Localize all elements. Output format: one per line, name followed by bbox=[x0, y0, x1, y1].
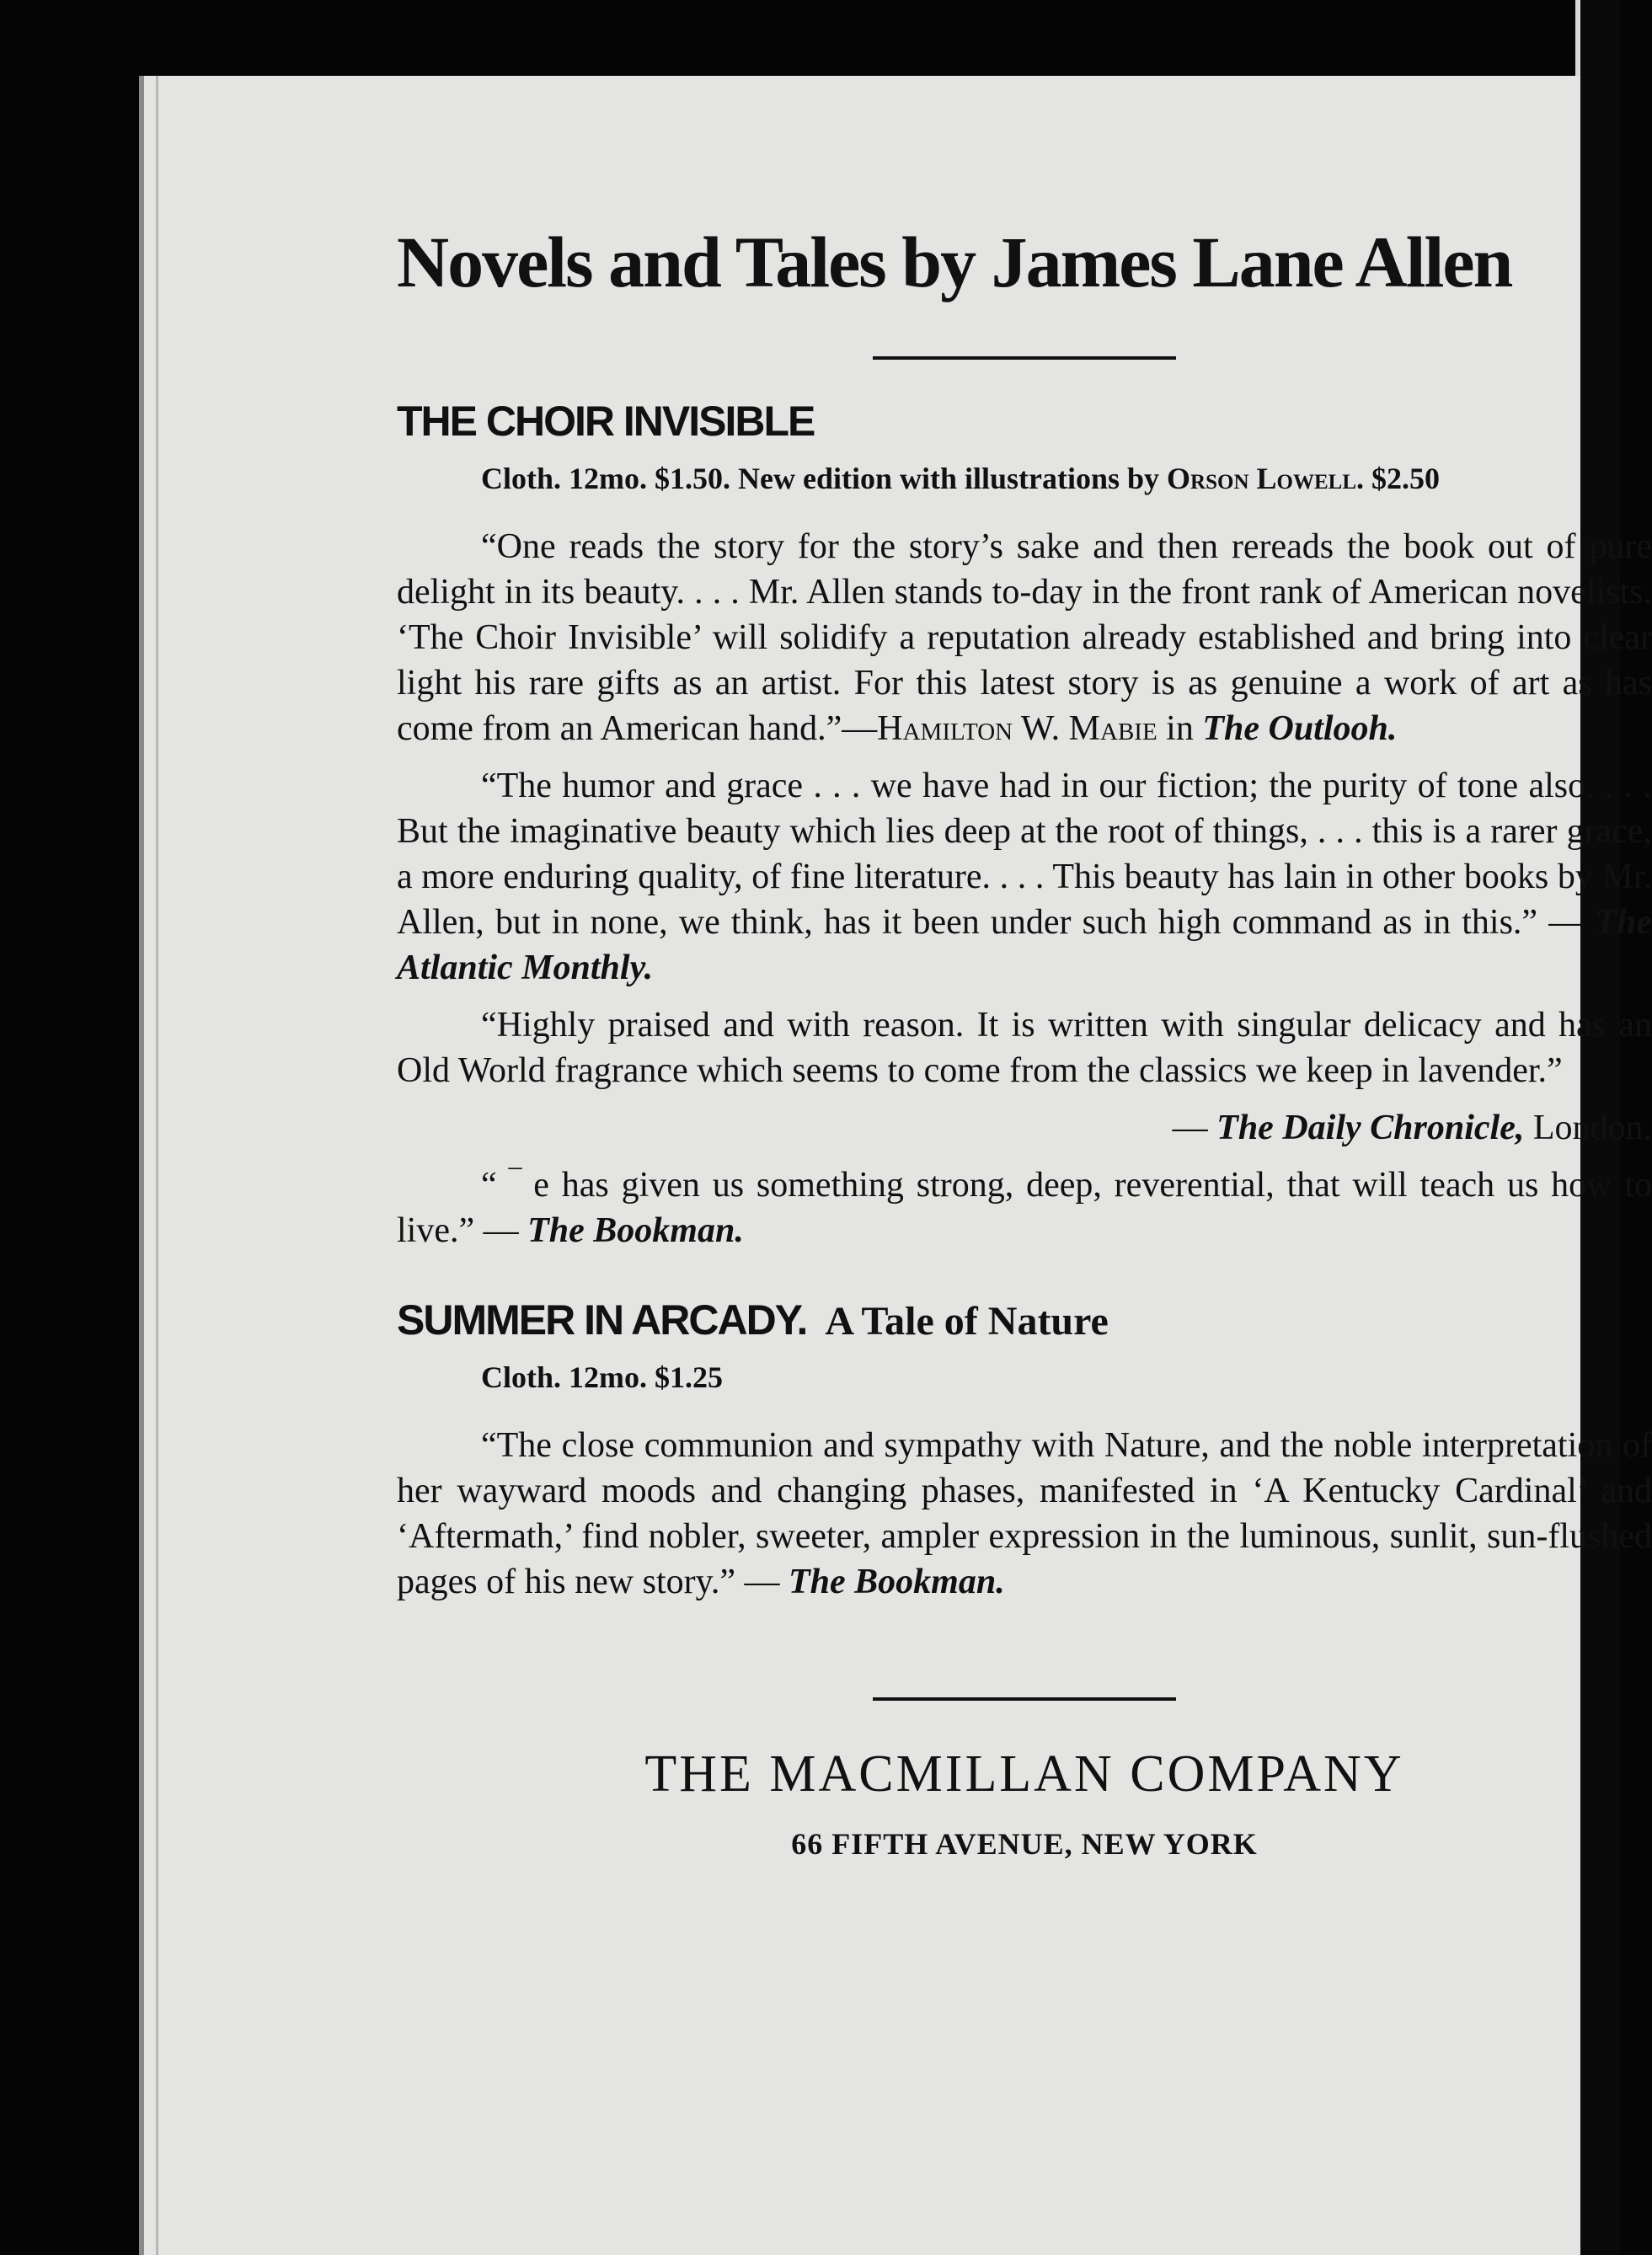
book-price-line bbox=[481, 459, 1652, 499]
illustrator-name: Orson Lowell. bbox=[1167, 462, 1364, 496]
review-quote bbox=[397, 763, 1652, 991]
book-entry-choir-invisible bbox=[397, 397, 1652, 1253]
book-title bbox=[397, 1296, 1652, 1344]
review-quote bbox=[397, 1002, 1652, 1093]
review-quote bbox=[397, 524, 1652, 751]
review-quote bbox=[397, 1162, 1652, 1253]
price-text: Cloth. 12mo. $1.50. New edition with illustrations by bbox=[481, 462, 1168, 496]
book-subtitle: A Tale of Nature bbox=[825, 1298, 1109, 1344]
book-page bbox=[139, 76, 1652, 2255]
publisher-address: 66 FIFTH AVENUE, NEW YORK bbox=[791, 1826, 1258, 1861]
quote-text: “The close communion and sympathy with Nature, and the noble interpretation of her wayward moods and changing phases, manifested in ‘A Kentucky Cardinal’ and ‘Aftermath,’ find nobler, sweeter, ampler expression in the luminous, sunlit, sun-flushed pages of his new story.” — bbox=[397, 1425, 1652, 1601]
book-entry-summer-in-arcady bbox=[397, 1296, 1652, 1605]
quote-joiner: in bbox=[1157, 708, 1203, 748]
quote-source: The Atlantic Monthly. bbox=[397, 902, 1652, 987]
attrib-suffix: London. bbox=[1524, 1108, 1652, 1147]
quote-source: The Outlooh. bbox=[1202, 708, 1398, 748]
quote-source: The Bookman. bbox=[527, 1210, 744, 1250]
heading-rule bbox=[873, 356, 1176, 360]
quote-source: The Bookman. bbox=[789, 1562, 1005, 1601]
quote-author: Hamilton W. Mabie bbox=[877, 708, 1157, 748]
page-heading: Novels and Tales by James Lane Allen bbox=[397, 222, 1512, 302]
quote-text: “Highly praised and with reason. It is written with singular delicacy and has an Old World fragrance which seems to come from the classics we keep in lavender.” bbox=[397, 1005, 1652, 1090]
book-title: THE CHOIR INVISIBLE bbox=[397, 398, 815, 446]
quote-text: “ ‾ e has given us something strong, deep, reverential, that will teach us how to live.” — bbox=[397, 1165, 1652, 1250]
quote-text: “One reads the story for the story’s sake and then rereads the book out of pure delight in its beauty. . . . Mr. Allen stands to-day in the front rank of American novelists. ‘The Choir Invisible’ will solidify a reputation already established and bring into clear light his rare gifts as an artist. For this latest story is as genuine a work of art as has come from an American hand.”— bbox=[397, 526, 1652, 748]
book-price-line: Cloth. 12mo. $1.25 bbox=[481, 1360, 723, 1394]
book-title-text: SUMMER IN ARCADY. bbox=[397, 1296, 807, 1344]
quote-attribution bbox=[397, 1105, 1652, 1151]
quote-source: The Daily Chronicle, bbox=[1216, 1108, 1525, 1147]
footer-rule bbox=[873, 1697, 1176, 1701]
price-text-2: $2.50 bbox=[1364, 462, 1440, 496]
review-quote bbox=[397, 1423, 1652, 1605]
page-content bbox=[397, 219, 1652, 1862]
publisher-name: THE MACMILLAN COMPANY bbox=[644, 1745, 1404, 1803]
attrib-prefix: — bbox=[1172, 1108, 1217, 1147]
quote-text: “The humor and grace . . . we have had in our fiction; the purity of tone also. . . . But the imaginative beauty which lies deep at the root of things, . . . this is a rarer grace, a more enduring quality, of fine literature. . . . This beauty has lain in other books by Mr. Allen, but in none, we think, has it been under such high command as in this.” — bbox=[397, 766, 1652, 942]
